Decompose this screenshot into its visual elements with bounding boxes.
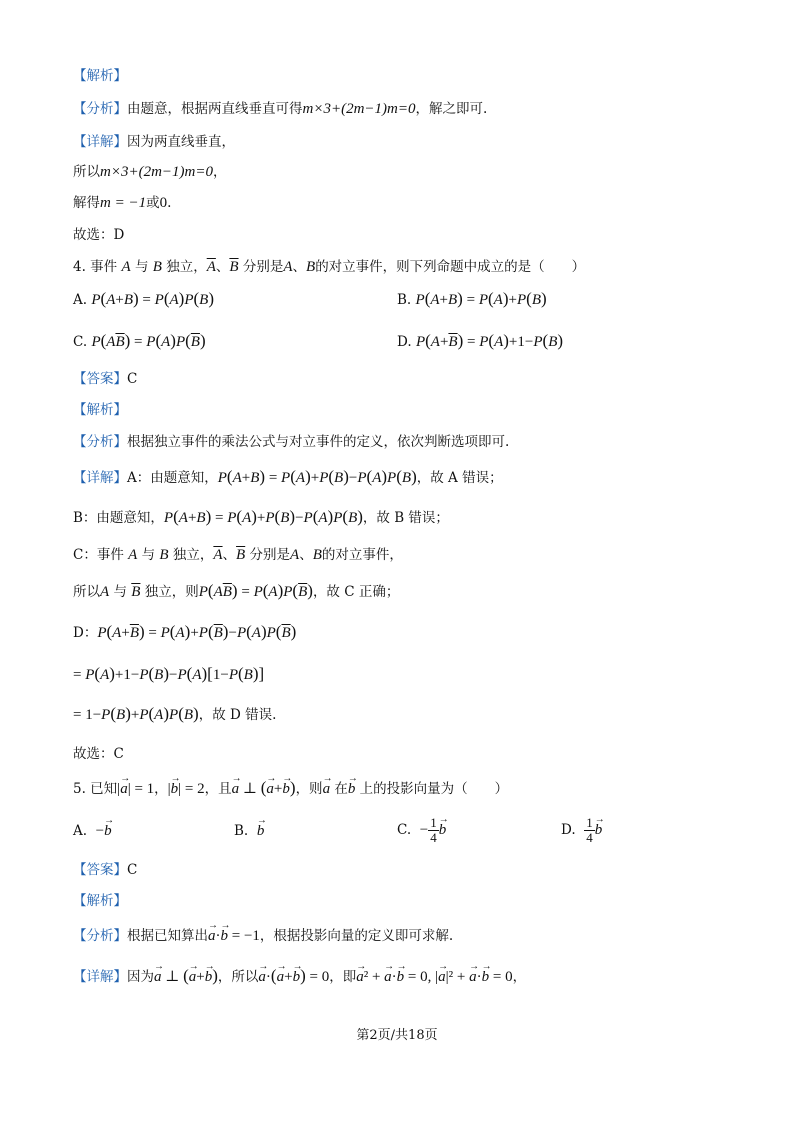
q5-analysis: 【分析】根据已知算出→ a·→ b = −1，根据投影向量的定义即可求解.: [73, 926, 453, 946]
equation-line: 所以m×3+(2m−1)m=0，: [73, 164, 227, 180]
detail-line: 【详解】因为两直线垂直，: [73, 134, 235, 150]
q4-detail-b: B：由题意知，P(A+B) = P(A)+P(B)−P(A)P(B)，故 B 错误；: [73, 507, 449, 526]
q4-detail-d3: = 1−P(B)+P(A)P(B)，故 D 错误.: [73, 704, 277, 723]
analysis-line: 【分析】由题意，根据两直线垂直可得m×3+(2m−1)m=0，解之即可.: [73, 101, 488, 117]
q4-jiexi: 【解析】: [73, 402, 127, 418]
q5-option-d: D. $\frac{1}{4}$ → b: [561, 816, 602, 845]
q4-detail-c1: C：事件 A 与 B 独立，$\overline{A}$、$\overline{B}$ 分别是A、B的对立事件，: [73, 547, 403, 563]
q4-option-a: A. P(A+B) = P(A)P(B): [73, 289, 215, 308]
q5-jiexi: 【解析】: [73, 893, 127, 909]
q5-option-a: A. −→ b: [73, 820, 112, 842]
q4-analysis: 【分析】根据独立事件的乘法公式与对立事件的定义，依次判断选项即可.: [73, 434, 510, 450]
q4-stem: 4. 事件 A 与 B 独立，$\overline{A}$、$\overline{B}$ 分别是A、B的对立事件，则下列命题中成立的是（ ）: [73, 259, 586, 275]
page-footer: 第2页/共18页: [356, 1028, 438, 1043]
q4-option-d: D. $P(A+\overline{B}) = P(A)+1-P(B)$: [397, 331, 564, 350]
q5-stem: 5. 已知|→ a| = 1，|→ b| = 2，且→ a ⊥ (→ a+→ b)，则→ a 在→ b 上的投影向量为（ ）: [73, 778, 508, 799]
choice-line: 故选：D: [73, 227, 125, 243]
q4-detail-a: 【详解】A：由题意知，P(A+B) = P(A)+P(B)−P(A)P(B)，故 A 错误；: [73, 467, 503, 486]
q5-answer: 【答案】C: [73, 862, 138, 878]
q5-detail: 【详解】因为→ a ⊥ (→ a+→ b)，所以→ a·(→ a+→ b) = 0，即→ a² + → a·→ b = 0, |→ a|² + → a·→ b = 0，: [73, 966, 526, 987]
solution-line: 解得m = −1或0.: [73, 195, 172, 211]
q4-choice: 故选：C: [73, 746, 124, 762]
q5-option-b: B. → b: [234, 820, 264, 842]
q4-option-c: C. $P(A\overline{B}) = P(A)P(\overline{B})$: [73, 331, 206, 350]
q4-option-b: B. P(A+B) = P(A)+P(B): [397, 289, 547, 308]
q4-detail-d1: D：$P(A+\overline{B}) = P(A)+P(\overline{B})-P(A)P(\overline{B})$: [73, 622, 297, 641]
q5-option-c: C. − $\frac{1}{4}$ → b: [397, 816, 446, 845]
q4-answer: 【答案】C: [73, 371, 138, 387]
jiexi-heading: 【解析】: [73, 68, 127, 84]
q4-detail-c2: 所以A 与 $\overline{B}$ 独立，则$P(A\overline{B}) = P(A)P(\overline{B})$，故 C 正确；: [73, 581, 400, 600]
q4-detail-d2: = P(A)+1−P(B)−P(A)[1−P(B)]: [73, 664, 265, 683]
